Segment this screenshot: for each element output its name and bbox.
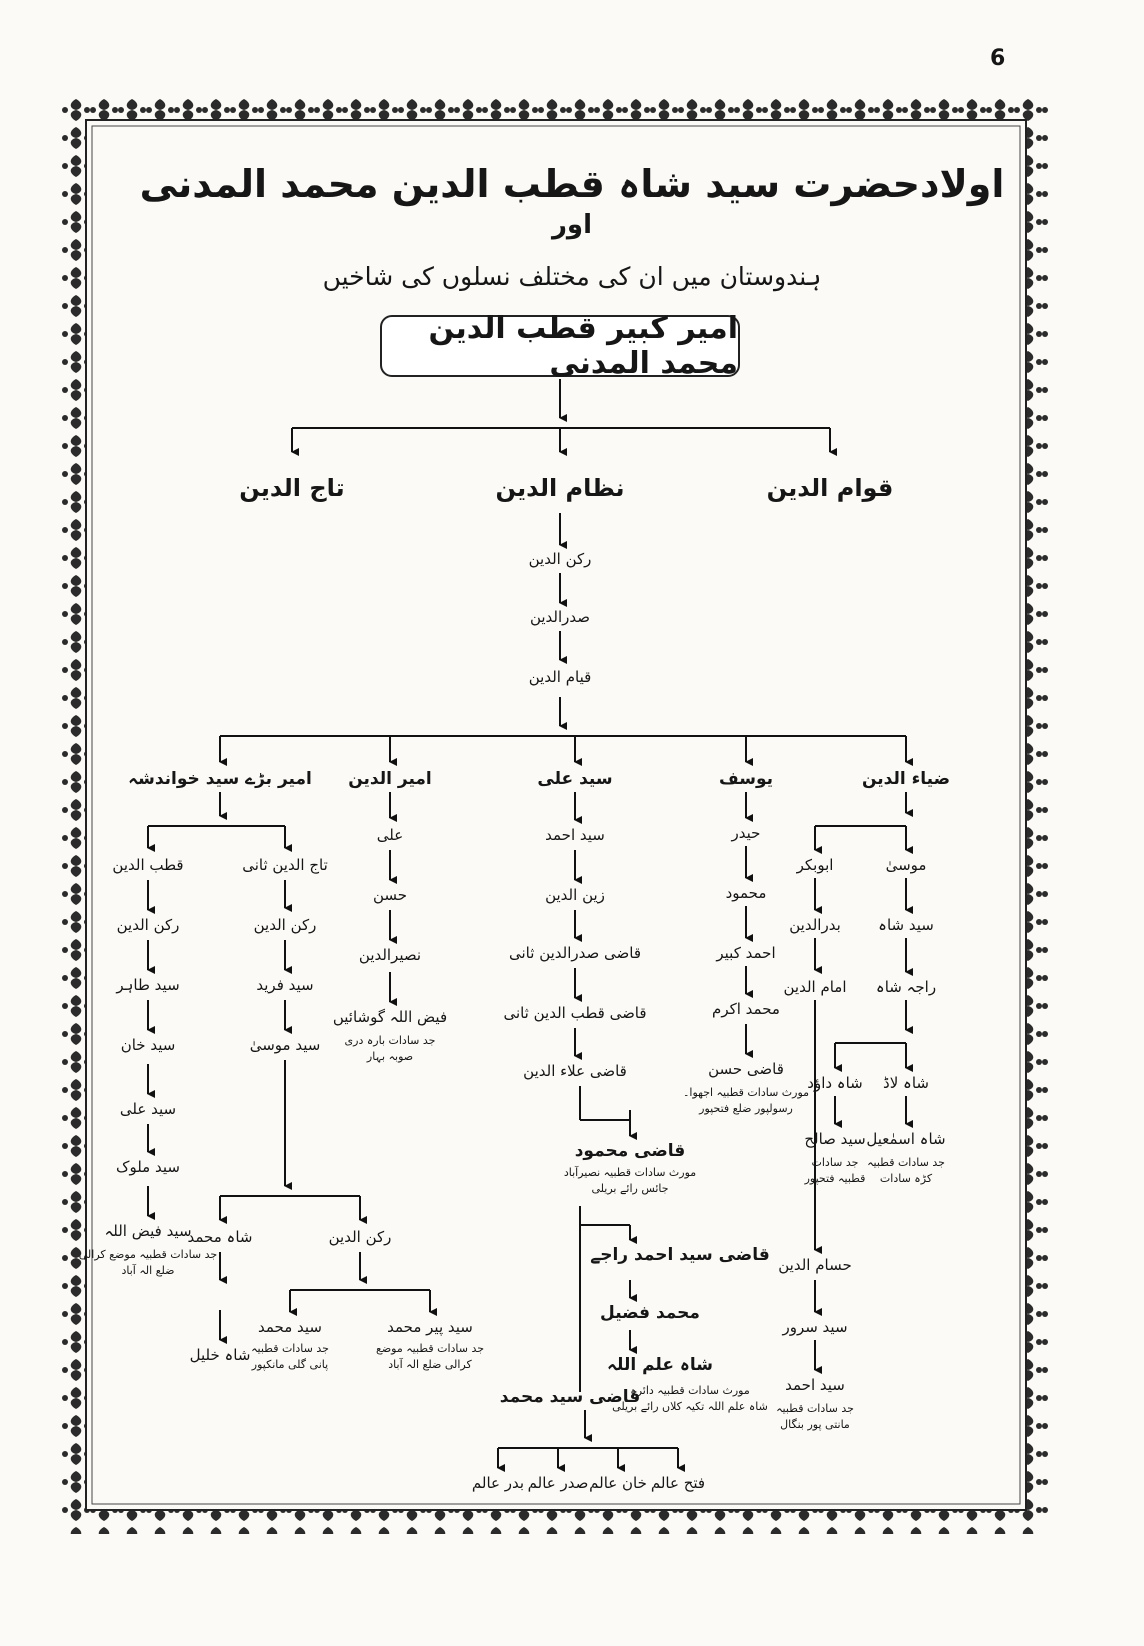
node-syed-peer-muhammad: سید پیر محمد <box>387 1318 473 1336</box>
node-muhammad-fuzail: محمد فضیل <box>600 1303 700 1323</box>
title-line-1: اولادحضرت سید شاہ قطب الدین محمد المدنی <box>139 162 1005 206</box>
node-naseer-uddin: نصیرالدین <box>358 946 422 964</box>
node-rukn-uddin-4: رکن الدین <box>328 1228 392 1246</box>
node-khan-alam: خان عالم <box>589 1474 647 1492</box>
node-imam-uddin: امام الدین <box>783 978 847 996</box>
note-syed-saleh-1: جد سادات <box>811 1156 859 1169</box>
note-shah-ismail-2: کڑہ سادات <box>879 1172 933 1185</box>
node-qazi-sadr-sani: قاضی صدرالدین ثانی <box>509 944 641 962</box>
node-syed-ali: سید علی <box>537 769 613 789</box>
node-badr-uddin: بدرالدین <box>789 916 841 934</box>
note-shah-alamullah-2: شاہ علم اللہ تکیہ کلاں رائے بریلی <box>612 1400 768 1413</box>
node-amir-uddin: امیر الدین <box>348 769 432 789</box>
node-zia-uddin: ضیاء الدین <box>861 769 951 789</box>
node-qawam-uddin: قوام الدین <box>766 474 894 502</box>
node-qazi-ahmad-rajey: قاضی سید احمد راجے <box>590 1245 770 1265</box>
note-faizullah-1: جد سادات بارہ دری <box>344 1034 436 1047</box>
note-shah-ismail-1: جد سادات قطبیہ <box>867 1156 945 1169</box>
note-syed-peer-1: جد سادات قطبیہ موضع <box>375 1342 485 1355</box>
node-syed-sarwar: سید سرور <box>782 1318 848 1336</box>
node-qazi-mahmood: قاضی محمود <box>574 1141 686 1161</box>
node-syed-ahmad: سید احمد <box>545 826 605 844</box>
note-syed-muhammad-1: جد سادات قطبیہ <box>251 1342 329 1355</box>
node-syed-muhammad-2: سید محمد <box>258 1318 322 1336</box>
node-shah-muhammad: شاہ محمد <box>187 1228 253 1246</box>
node-qazi-ala-uddin: قاضی علاء الدین <box>523 1062 627 1080</box>
node-shah-daud: شاہ داؤد <box>807 1074 863 1092</box>
node-ali: علی <box>376 826 404 844</box>
note-faizullah-2: صوبہ بہار <box>366 1050 414 1063</box>
title-line-2: اور <box>551 210 593 240</box>
note-qazi-hasan-1: مورث سادات قطبیہ اجھوا۔ <box>682 1086 810 1099</box>
note-qazi-hasan-2: رسولپور ضلع فتحپور <box>699 1102 793 1115</box>
node-haidar: حیدر <box>731 824 761 842</box>
note-syed-muhammad-2: پانی گلی مانکپور <box>251 1358 329 1371</box>
note-qazi-mahmood-2: جائس رائے بریلی <box>591 1182 669 1195</box>
node-muhammad-akram: محمد اکرم <box>712 1000 780 1018</box>
node-zain-uddin: زین الدین <box>545 886 605 904</box>
node-syed-saleh: سید صالح <box>804 1130 866 1148</box>
node-taj-uddin: تاج الدین <box>239 474 345 502</box>
node-syed-faizullah: سید فیض اللہ <box>104 1222 192 1240</box>
node-husam-uddin: حسام الدین <box>778 1256 852 1274</box>
node-syed-musa: سید موسیٰ <box>249 1036 321 1054</box>
node-shah-khalil: شاہ خلیل <box>189 1346 251 1364</box>
title-line-3: ہندوستان میں ان کی مختلف نسلوں کی شاخیں <box>322 262 822 291</box>
node-khwandshah: امیر بڑے سید خواندشہ <box>128 769 312 789</box>
note-qazi-mahmood-1: مورث سادات قطبیہ نصیرآباد <box>563 1166 697 1179</box>
node-syed-fareed: سید فرید <box>256 976 314 994</box>
note-bengal-1: جد سادات قطبیہ <box>776 1402 854 1415</box>
node-sadr-alam: صدر عالم <box>527 1474 589 1492</box>
page-number: 6 <box>990 46 1006 71</box>
note-syed-faizullah-2: ضلع الہ آباد <box>121 1264 175 1277</box>
note-bengal-2: مانتی پور بنگال <box>780 1418 850 1431</box>
node-qiyam-uddin: قیام الدین <box>528 668 592 686</box>
node-qazi-qutb-sani: قاضی قطب الدین ثانی <box>503 1004 647 1022</box>
node-syed-ahmad-bengal: سید احمد <box>785 1376 845 1394</box>
node-qazi-syed-muhammad: قاضی سید محمد <box>499 1387 641 1407</box>
node-hasan: حسن <box>372 886 408 904</box>
node-faizullah-gosain: فیض اللہ گوشائیں <box>332 1008 448 1026</box>
node-badr-alam: بدر عالم <box>471 1474 525 1492</box>
root-node: امیر کبیر قطب الدین محمد المدنی <box>380 315 740 377</box>
node-shah-alamullah: شاہ علم اللہ <box>607 1355 713 1375</box>
node-fateh-alam: فتح عالم <box>650 1474 706 1492</box>
note-shah-alamullah-1: مورث سادات قطبیہ دائرہ <box>630 1384 750 1397</box>
node-syed-shah: سید شاہ <box>878 916 934 934</box>
node-rukn-uddin: رکن الدین <box>528 550 592 568</box>
note-syed-peer-2: کرالی ضلع الہ آباد <box>388 1358 472 1371</box>
node-abubakr: ابوبکر <box>796 856 834 874</box>
node-shah-lad: شاہ لاڈ <box>883 1074 929 1092</box>
node-qazi-hasan: قاضی حسن <box>708 1060 784 1078</box>
node-rukn-uddin-3: رکن الدین <box>253 916 317 934</box>
node-yusuf: یوسف <box>718 769 774 789</box>
node-syed-malook: سید ملوک <box>116 1158 180 1176</box>
node-ahmad-kabir: احمد کبیر <box>716 944 776 962</box>
note-syed-saleh-2: قطبیہ فتحپور <box>804 1172 866 1185</box>
note-syed-faizullah-1: جد سادات قطبیہ موضع کرالی <box>78 1248 218 1261</box>
node-syed-khan: سید خان <box>120 1036 176 1054</box>
node-taj-uddin-sani: تاج الدین ثانی <box>242 856 328 874</box>
node-musa: موسیٰ <box>885 856 927 874</box>
node-rukn-uddin-2: رکن الدین <box>116 916 180 934</box>
node-mahmood: محمود <box>725 884 767 902</box>
node-nizam-uddin: نظام الدین <box>495 474 625 502</box>
node-qutb-uddin: قطب الدین <box>112 856 184 874</box>
node-shah-ismail: شاہ اسمٰعیل <box>866 1130 946 1148</box>
node-sadr-uddin: صدرالدین <box>529 608 591 626</box>
node-syed-tahir: سید طاہر <box>116 976 180 994</box>
node-syed-ali-2: سید علی <box>119 1100 177 1118</box>
node-raja-shah: راجہ شاہ <box>875 978 937 996</box>
